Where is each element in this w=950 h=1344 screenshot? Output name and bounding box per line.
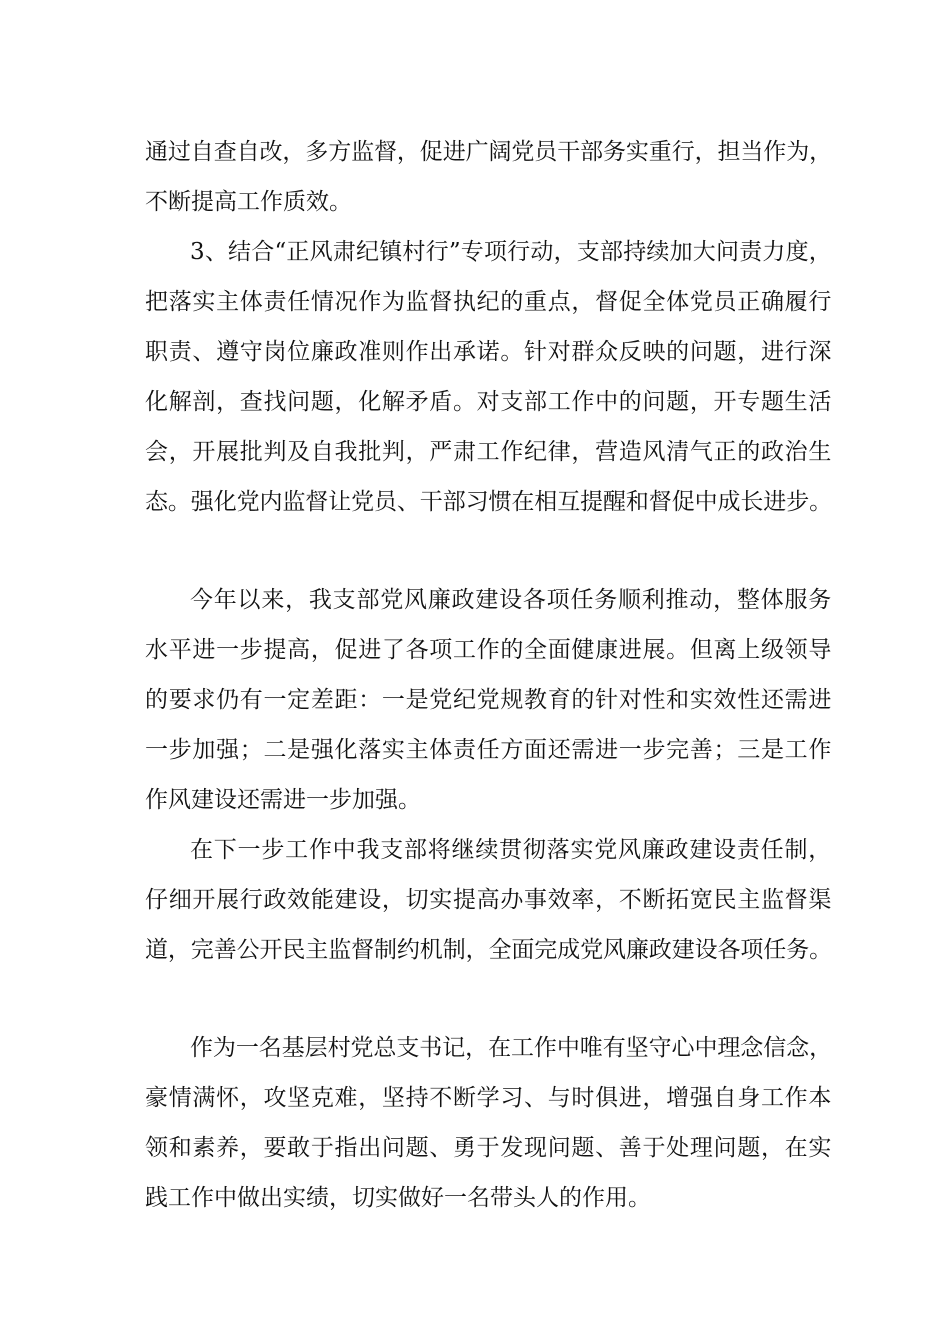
paragraph-3-line-3: [0, 675, 950, 725]
paragraph-5-line-4: [0, 1173, 950, 1223]
paragraph-4-line-3: [0, 925, 950, 975]
paragraph-2-line-5: [0, 427, 950, 477]
paragraph-2-line-2: [0, 277, 950, 327]
paragraph-2-line-6: [0, 477, 950, 527]
text-line: 化解剖，查找问题，化解矛盾。对支部工作中的问题，开专题生活: [145, 389, 833, 415]
paragraph-5-line-3: [0, 1123, 950, 1173]
text-line: 作为一名基层村党总支书记，在工作中唯有坚守心中理念信念，: [190, 1035, 833, 1061]
paragraph-5-line-1: [0, 1023, 950, 1073]
text-line: 会，开展批判及自我批判，严肃工作纪律，营造风清气正的政治生: [145, 439, 833, 465]
text-line: 水平进一步提高，促进了各项工作的全面健康进展。但离上级领导: [145, 637, 833, 663]
paragraph-4-line-2: [0, 875, 950, 925]
paragraph-1-line-1: [0, 127, 950, 177]
paragraph-3-line-1: [0, 575, 950, 625]
paragraph-3-line-4: [0, 725, 950, 775]
text-line: 态。强化党内监督让党员、干部习惯在相互提醒和督促中成长进步。: [145, 489, 833, 515]
text-line: 道，完善公开民主监督制约机制，全面完成党风廉政建设各项任务。: [145, 937, 833, 963]
paragraph-3-line-2: [0, 625, 950, 675]
text-line: 3、结合“正风肃纪镇村行”专项行动，支部持续加大问责力度，: [190, 239, 833, 265]
text-line: 仔细开展行政效能建设，切实提高办事效率，不断拓宽民主监督渠: [145, 887, 833, 913]
paragraph-3-line-5: [0, 775, 950, 825]
paragraph-2-line-3: [0, 327, 950, 377]
text-line: 作风建设还需进一步加强。: [145, 787, 421, 813]
text-line: 一步加强；二是强化落实主体责任方面还需进一步完善；三是工作: [145, 737, 833, 763]
text-line: 领和素养，要敢于指出问题、勇于发现问题、善于处理问题，在实: [145, 1135, 833, 1161]
paragraph-5-line-2: [0, 1073, 950, 1123]
paragraph-2-line-4: [0, 377, 950, 427]
text-line: 今年以来，我支部党风廉政建设各项任务顺利推动，整体服务: [190, 587, 833, 613]
text-line: 不断提高工作质效。: [145, 189, 352, 215]
paragraph-4-line-1: [0, 825, 950, 875]
text-line: 的要求仍有一定差距：一是党纪党规教育的针对性和实效性还需进: [145, 687, 833, 713]
text-line: 职责、遵守岗位廉政准则作出承诺。针对群众反映的问题，进行深: [145, 339, 833, 365]
text-line: 践工作中做出实绩，切实做好一名带头人的作用。: [145, 1185, 651, 1211]
text-line: 豪情满怀，攻坚克难，坚持不断学习、与时俱进，增强自身工作本: [145, 1085, 833, 1111]
text-line: 通过自查自改，多方监督，促进广阔党员干部务实重行，担当作为，: [145, 139, 833, 165]
paragraph-2-line-1: [0, 227, 950, 277]
paragraph-1-line-2: [0, 177, 950, 227]
text-line: 把落实主体责任情况作为监督执纪的重点，督促全体党员正确履行: [145, 289, 833, 315]
text-line: 在下一步工作中我支部将继续贯彻落实党风廉政建设责任制，: [190, 837, 833, 863]
